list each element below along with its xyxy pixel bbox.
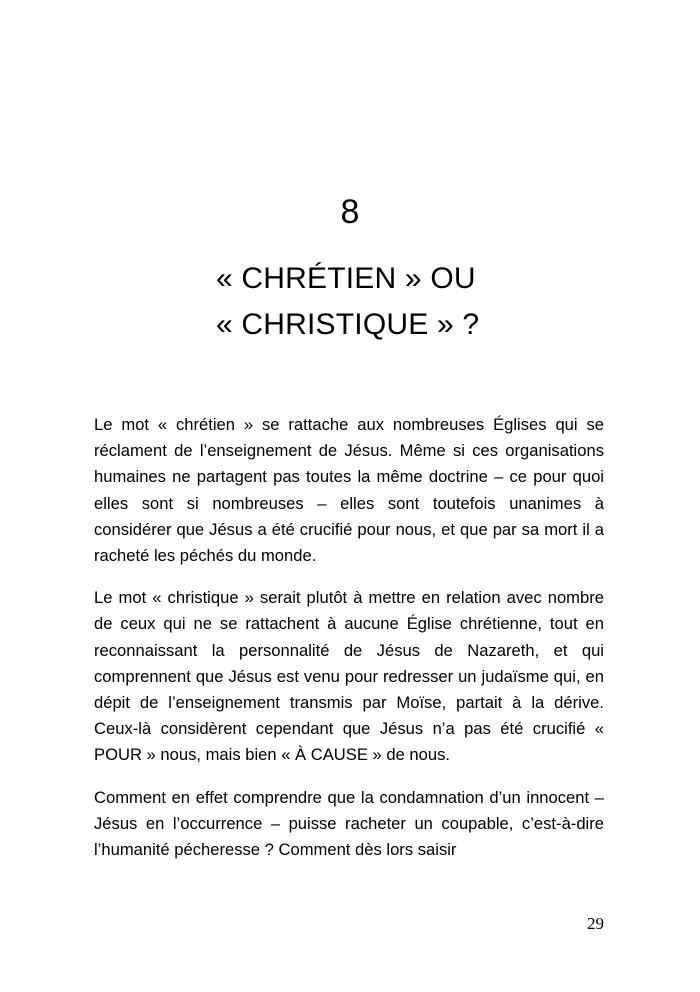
paragraph: Le mot « christique » serait plutôt à mettre en relation avec nombre de ceux qui ne se rattachent à aucune Église chrétienne, tout en reconnaissant la personnalité de Jésus de Nazareth, et qui comprennent que Jésus est venu pour redresser un judaïsme qui, en dépit de l’enseignement transmis par Moïse, partait à la dérive. Ceux-là considèrent cependant que Jésus n’a pas été crucifié « POUR » nous, mais bien « À CAUSE » de nous. xyxy=(94,588,604,765)
paragraph: Comment en effet comprendre que la condamnation d’un innocent – Jésus en l’occurrence – puisse racheter un coupable, c’est-à-dire l’humanité pécheresse ? Comment dès lors saisir xyxy=(94,787,604,860)
chapter-title-line-1: « CHRÉTIEN » OU xyxy=(216,262,476,295)
paragraph: Le mot « chrétien » se rattache aux nombreuses Églises qui se réclament de l’enseignement de Jésus. Même si ces organisations humaines ne partagent pas toutes la même doctrine – ce pour quoi elles sont si nombreuses – elles sont toutefois unanimes à considérer que Jésus a été crucifié pour nous, et que par sa mort il a racheté les péchés du monde. xyxy=(94,415,604,566)
chapter-title xyxy=(216,256,656,348)
chapter-number: 8 xyxy=(340,193,360,231)
chapter-title-line-2: « CHRISTIQUE » ? xyxy=(216,308,480,341)
page-number: 29 xyxy=(587,914,604,933)
body-text xyxy=(94,412,604,879)
